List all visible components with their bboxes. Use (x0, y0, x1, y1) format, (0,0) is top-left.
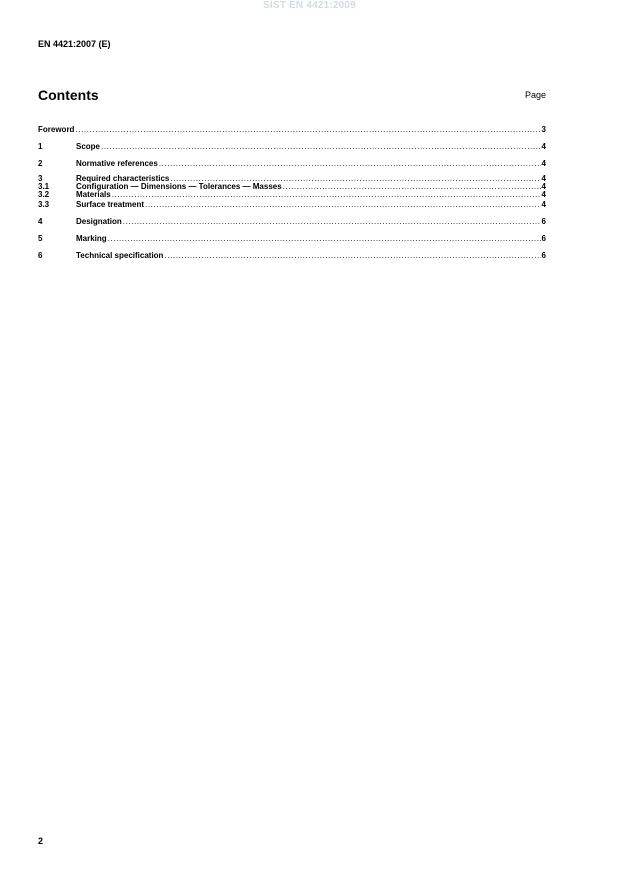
toc-leader-dots (123, 216, 541, 227)
toc-entry-title: Surface treatment (76, 200, 145, 209)
toc-entry-scope[interactable] (38, 141, 546, 152)
toc-entry-page: 4 (541, 159, 546, 168)
toc-entry-title: Normative references (76, 159, 158, 168)
toc-leader-dots (164, 250, 540, 261)
toc-entry-title: Technical specification (76, 251, 164, 260)
toc-leader-dots (283, 183, 541, 191)
page-column-label: Page (524, 90, 546, 100)
watermark: SIST EN 4421:2009 (263, 0, 356, 11)
toc-leader-dots (75, 124, 540, 135)
toc-entry-foreword[interactable] (38, 124, 546, 135)
toc-entry-number: 3.1 (38, 182, 50, 191)
toc-entry-title: Foreword (38, 125, 75, 134)
toc-entry-number: 1 (38, 142, 43, 151)
toc-entry-number: 2 (38, 159, 43, 168)
toc-entry-page: 3 (541, 125, 546, 134)
toc-entry-number: 3.3 (38, 200, 50, 209)
page-number: 2 (38, 836, 44, 846)
toc-entry-designation[interactable] (38, 216, 546, 227)
toc-entry-page: 6 (541, 251, 546, 260)
toc-leader-dots (101, 141, 541, 152)
toc-entry-normative-references[interactable] (38, 158, 546, 169)
toc-entry-page: 6 (541, 234, 546, 243)
toc-entry-number: 6 (38, 251, 43, 260)
toc-leader-dots (112, 191, 541, 199)
toc-entry-marking[interactable] (38, 233, 546, 244)
toc-entry-title: Designation (76, 217, 122, 226)
toc-leader-dots (145, 199, 541, 210)
toc-entry-number: 3 (38, 174, 43, 183)
toc-entry-materials[interactable] (38, 191, 546, 199)
toc-entry-number: 3.2 (38, 190, 50, 199)
toc-entry-title: Scope (76, 142, 101, 151)
document-id: EN 4421:2007 (E) (38, 39, 111, 49)
toc-entry-page: 4 (541, 182, 546, 191)
toc-entry-surface-treatment[interactable] (38, 199, 546, 210)
toc-entry-page: 4 (541, 190, 546, 199)
toc-entry-technical-specification[interactable] (38, 250, 546, 261)
toc-entry-number: 5 (38, 234, 43, 243)
toc-entry-page: 6 (541, 217, 546, 226)
toc-entry-number: 4 (38, 217, 43, 226)
toc-entry-page: 4 (541, 200, 546, 209)
toc-leader-dots (159, 158, 541, 169)
toc-entry-page: 4 (541, 174, 546, 183)
contents-heading: Contents (38, 87, 99, 103)
toc-entry-page: 4 (541, 142, 546, 151)
toc-entry-title: Configuration — Dimensions — Tolerances — Masses (76, 182, 282, 191)
toc-leader-dots (108, 233, 541, 244)
toc-entry-title: Marking (76, 234, 107, 243)
toc-entry-configuration[interactable] (38, 183, 546, 191)
toc-entry-title: Materials (76, 190, 111, 199)
table-of-contents (38, 124, 546, 261)
toc-entry-title: Required characteristics (76, 174, 170, 183)
